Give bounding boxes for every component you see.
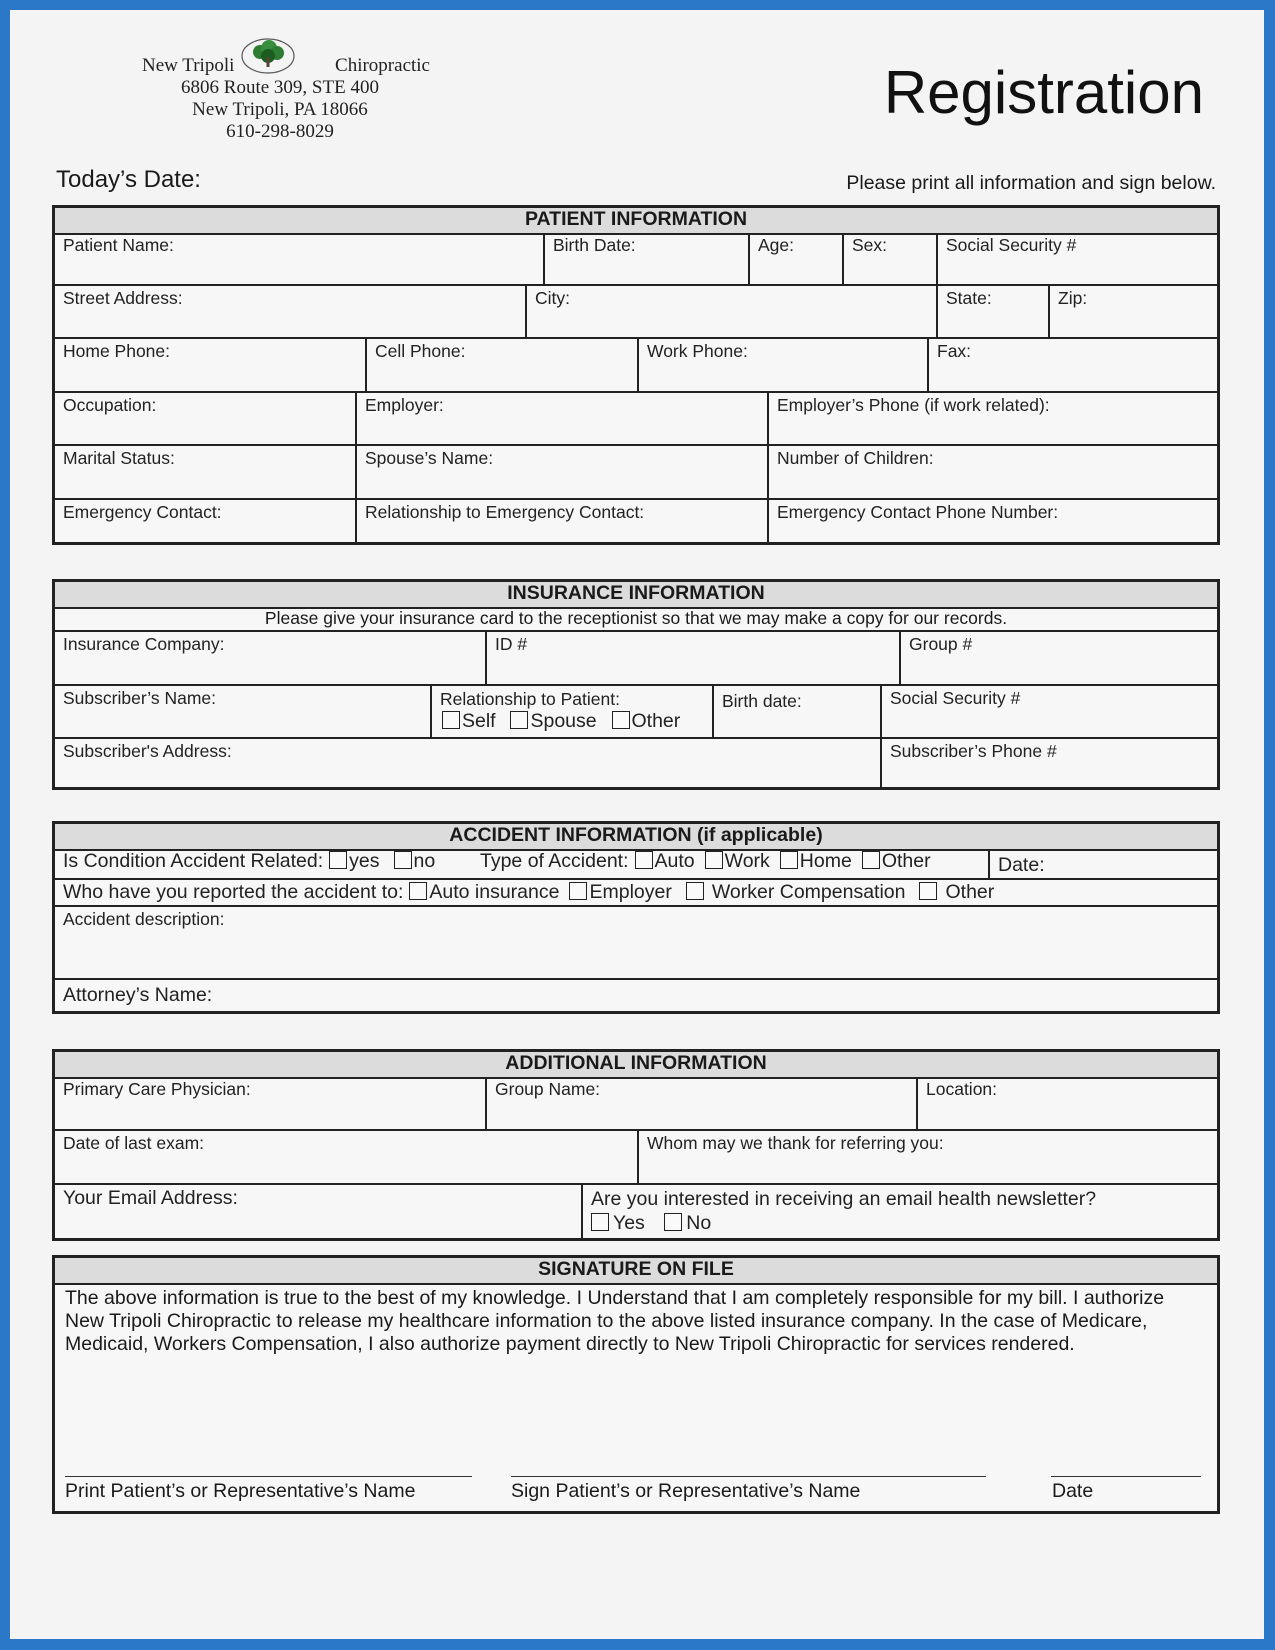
date-line[interactable]	[1051, 1476, 1201, 1477]
insurance-row-3	[55, 739, 1217, 787]
clinic-address-line1: 6806 Route 309, STE 400	[181, 77, 379, 98]
spouse-label: Spouse	[530, 710, 597, 732]
number-of-children-field[interactable]: Number of Children:	[767, 446, 1217, 498]
print-name-line[interactable]	[65, 1476, 472, 1477]
subscriber-birth-date-field[interactable]: Birth date:	[712, 686, 880, 737]
accident-type-field	[472, 849, 988, 878]
home-checkbox[interactable]	[780, 851, 798, 869]
home-phone-field[interactable]: Home Phone:	[63, 341, 171, 361]
section-title: INSURANCE INFORMATION	[55, 582, 1217, 609]
street-address-field[interactable]: Street Address:	[63, 288, 183, 308]
subscriber-ssn-field[interactable]: Social Security #	[880, 686, 1217, 737]
section-title: PATIENT INFORMATION	[55, 208, 1217, 235]
subscriber-phone-field[interactable]: Subscriber’s Phone #	[880, 739, 1217, 787]
print-instruction: Please print all information and sign below.	[846, 172, 1216, 194]
form-page	[10, 10, 1264, 1639]
yes-checkbox[interactable]	[329, 851, 347, 869]
marital-status-field[interactable]: Marital Status:	[63, 448, 175, 468]
section-title: ACCIDENT INFORMATION (if applicable)	[55, 824, 1217, 851]
signature-statement: The above information is true to the best of my knowledge. I Understand that I am completely responsible for my bill. I authorize New Tripoli Chiropractic to release my healthcare information to the above listed insurance company. In the case of Medicare, Medicaid, Workers Compensation, I also authorize payment directly to New Tripoli Chiropractic for services rendered.	[65, 1287, 1165, 1355]
employer-phone-field[interactable]: Employer’s Phone (if work related):	[767, 393, 1217, 444]
subscriber-name-field[interactable]: Subscriber’s Name:	[63, 688, 217, 708]
section-title: SIGNATURE ON FILE	[55, 1258, 1217, 1285]
newsletter-no-label: No	[686, 1212, 712, 1234]
newsletter-question: Are you interested in receiving an email health newsletter?	[591, 1188, 1097, 1210]
group-name-field[interactable]: Group Name:	[485, 1077, 916, 1129]
patient-row-1	[55, 233, 1217, 286]
clinic-name-right: Chiropractic	[335, 55, 430, 76]
auto-checkbox[interactable]	[635, 851, 653, 869]
accident-type-label: Type of Accident:	[480, 850, 629, 872]
insurance-note: Please give your insurance card to the receptionist so that we may make a copy for our records.	[55, 607, 1217, 632]
fax-field[interactable]: Fax:	[927, 339, 1217, 391]
additional-row-3	[55, 1185, 1217, 1239]
attorney-name-field[interactable]: Attorney’s Name:	[63, 984, 213, 1006]
email-address-field[interactable]: Your Email Address:	[63, 1187, 238, 1209]
sign-name-line[interactable]	[511, 1476, 986, 1477]
work-phone-field[interactable]: Work Phone:	[637, 339, 927, 391]
spouse-checkbox[interactable]	[510, 711, 528, 729]
patient-information-section	[52, 205, 1220, 545]
employer-checkbox[interactable]	[569, 882, 587, 900]
accident-row-1	[55, 849, 1217, 880]
primary-care-physician-field[interactable]: Primary Care Physician:	[63, 1079, 251, 1099]
emergency-relationship-field[interactable]: Relationship to Emergency Contact:	[355, 500, 767, 545]
worker-compensation-checkbox[interactable]	[686, 882, 704, 900]
additional-row-2	[55, 1131, 1217, 1185]
group-number-field[interactable]: Group #	[899, 632, 1217, 684]
accident-description-field[interactable]: Accident description:	[63, 909, 225, 929]
signature-section	[52, 1255, 1220, 1514]
self-checkbox[interactable]	[442, 711, 460, 729]
sex-field[interactable]: Sex:	[842, 233, 936, 284]
no-checkbox[interactable]	[394, 851, 412, 869]
yes-label: yes	[349, 850, 380, 872]
relationship-label: Relationship to Patient:	[440, 689, 620, 709]
subscriber-address-field[interactable]: Subscriber's Address:	[63, 741, 232, 761]
other-reported-checkbox[interactable]	[919, 882, 937, 900]
insurance-row-2	[55, 686, 1217, 739]
home-label: Home	[799, 850, 852, 872]
tree-logo-icon	[240, 37, 296, 75]
location-field[interactable]: Location:	[916, 1077, 1217, 1129]
cell-phone-field[interactable]: Cell Phone:	[365, 339, 637, 391]
accident-information-section	[52, 821, 1220, 1014]
newsletter-no-checkbox[interactable]	[664, 1213, 682, 1231]
self-label: Self	[462, 710, 496, 732]
state-field[interactable]: State:	[936, 286, 1048, 337]
clinic-name-left: New Tripoli	[142, 55, 235, 76]
sign-name-label: Sign Patient’s or Representative’s Name	[511, 1480, 861, 1502]
todays-date-label: Today’s Date:	[56, 166, 201, 193]
other-relationship-label: Other	[631, 710, 681, 732]
emergency-contact-field[interactable]: Emergency Contact:	[63, 502, 222, 522]
patient-row-4	[55, 393, 1217, 446]
section-title: ADDITIONAL INFORMATION	[55, 1052, 1217, 1079]
zip-field[interactable]: Zip:	[1048, 286, 1217, 337]
newsletter-yes-checkbox[interactable]	[591, 1213, 609, 1231]
patient-row-6	[55, 500, 1217, 545]
reported-to-label: Who have you reported the accident to:	[63, 881, 404, 903]
last-exam-date-field[interactable]: Date of last exam:	[63, 1133, 205, 1153]
other-reported-label: Other	[945, 881, 995, 903]
newsletter-field	[581, 1185, 1217, 1239]
age-field[interactable]: Age:	[748, 233, 842, 284]
relationship-to-patient-field	[430, 686, 712, 737]
reported-to-field	[55, 880, 1217, 905]
auto-insurance-label: Auto insurance	[429, 881, 560, 903]
worker-compensation-label: Worker Compensation	[711, 881, 906, 903]
occupation-field[interactable]: Occupation:	[63, 395, 157, 415]
accident-date-field[interactable]: Date:	[988, 849, 1217, 878]
print-name-label: Print Patient’s or Representative’s Name	[65, 1480, 416, 1502]
no-label: no	[413, 850, 436, 872]
accident-row-4	[55, 980, 1217, 1011]
date-label: Date	[1052, 1480, 1094, 1502]
accident-related-field	[55, 849, 472, 878]
work-checkbox[interactable]	[705, 851, 723, 869]
patient-row-2	[55, 286, 1217, 339]
employer-field[interactable]: Employer:	[355, 393, 767, 444]
birth-date-field[interactable]: Birth Date:	[543, 233, 748, 284]
social-security-field[interactable]: Social Security #	[936, 233, 1217, 284]
emergency-phone-field[interactable]: Emergency Contact Phone Number:	[767, 500, 1217, 545]
patient-name-field[interactable]: Patient Name:	[63, 235, 174, 255]
patient-row-3	[55, 339, 1217, 393]
insurance-information-section	[52, 579, 1220, 790]
insurance-id-field[interactable]: ID #	[485, 632, 899, 684]
insurance-company-field[interactable]: Insurance Company:	[63, 634, 225, 654]
newsletter-yes-label: Yes	[613, 1212, 645, 1234]
employer-label: Employer	[589, 881, 672, 903]
accident-row-2	[55, 880, 1217, 907]
page-title: Registration	[883, 59, 1204, 126]
insurance-row-1	[55, 632, 1217, 686]
clinic-phone: 610-298-8029	[226, 121, 334, 142]
accident-row-3	[55, 907, 1217, 980]
patient-row-5	[55, 446, 1217, 500]
auto-insurance-checkbox[interactable]	[409, 882, 427, 900]
other-relationship-checkbox[interactable]	[612, 711, 630, 729]
accident-related-label: Is Condition Accident Related:	[63, 850, 324, 872]
city-field[interactable]: City:	[525, 286, 936, 337]
other-type-label: Other	[881, 850, 931, 872]
referral-field[interactable]: Whom may we thank for referring you:	[637, 1131, 1217, 1183]
additional-information-section	[52, 1049, 1220, 1241]
clinic-address-line2: New Tripoli, PA 18066	[192, 99, 368, 120]
other-type-checkbox[interactable]	[862, 851, 880, 869]
clinic-header	[130, 55, 430, 143]
additional-row-1	[55, 1077, 1217, 1131]
work-label: Work	[724, 850, 770, 872]
spouse-name-field[interactable]: Spouse’s Name:	[355, 446, 767, 498]
auto-label: Auto	[654, 850, 695, 872]
